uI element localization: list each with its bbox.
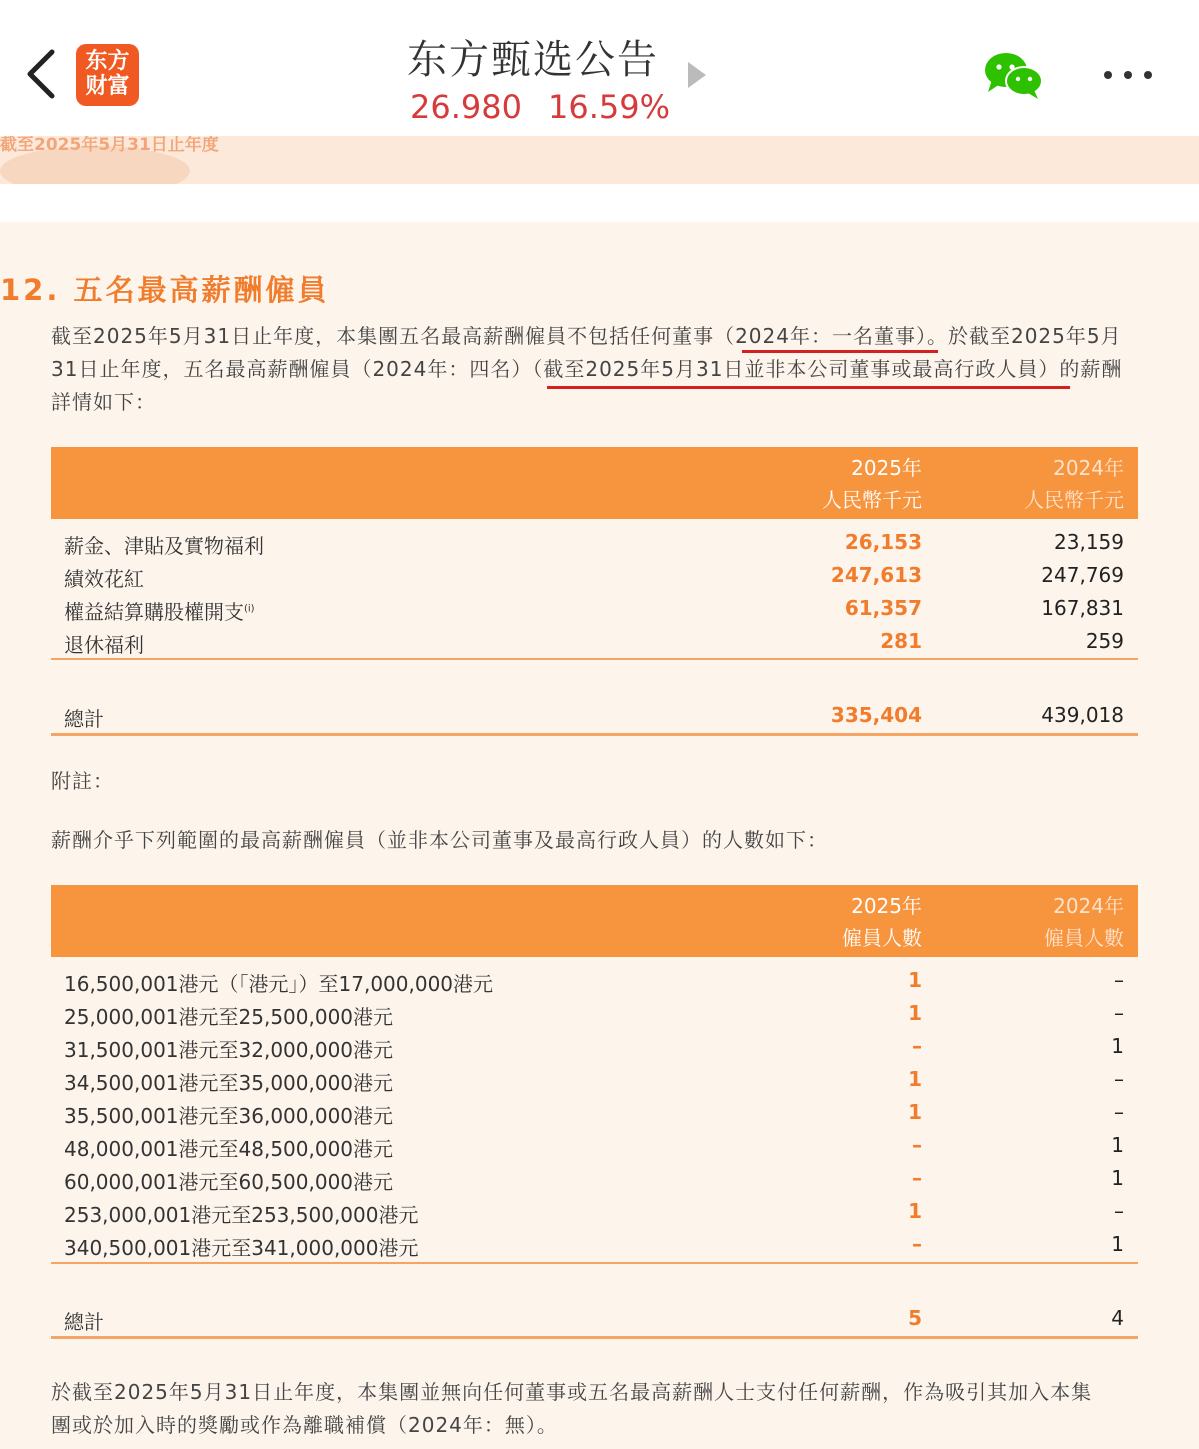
row-value-2025: – xyxy=(912,1166,922,1190)
table1-col2024-unit: 人民幣千元 xyxy=(1024,488,1124,512)
total-label: 總計 xyxy=(64,707,104,731)
table-row xyxy=(51,1195,1138,1228)
row-label: 31,500,001港元至32,000,000港元 xyxy=(64,1038,394,1062)
intro-line-3: 詳情如下： xyxy=(51,390,156,414)
highlight-underline-2 xyxy=(547,386,1070,389)
row-label: 25,000,001港元至25,500,000港元 xyxy=(64,1005,394,1029)
total-value-2025: 5 xyxy=(908,1306,922,1330)
more-dots-icon[interactable] xyxy=(1100,66,1156,84)
table-row xyxy=(51,1162,1138,1195)
table-row xyxy=(51,964,1138,997)
stock-change: 16.59% xyxy=(547,88,670,126)
total-value-2024: 4 xyxy=(1111,1306,1124,1330)
row-value-2025: 61,357 xyxy=(844,596,922,620)
row-value-2024: – xyxy=(1114,1001,1124,1025)
table-row xyxy=(51,625,1138,658)
row-value-2024: 1 xyxy=(1111,1133,1124,1157)
total-value-2024: 439,018 xyxy=(1041,703,1124,727)
row-label: 退休福利 xyxy=(64,633,144,657)
table2-col2024-year: 2024年 xyxy=(1053,894,1124,918)
table2-bottom-rule xyxy=(51,1336,1138,1339)
table-row xyxy=(51,526,1138,559)
row-value-2025: – xyxy=(912,1133,922,1157)
row-label: 48,000,001港元至48,500,000港元 xyxy=(64,1137,394,1161)
row-label: 340,500,001港元至341,000,000港元 xyxy=(64,1236,419,1260)
table1-divider xyxy=(51,658,1138,660)
row-label: 35,500,001港元至36,000,000港元 xyxy=(64,1104,394,1128)
table1-col2025-unit: 人民幣千元 xyxy=(822,488,922,512)
top-nav-bar xyxy=(0,0,1199,136)
footnote-marker: (i) xyxy=(244,603,255,615)
closing-line-2: 團或於加入時的獎勵或作為離職補償（2024年：無）。 xyxy=(51,1413,558,1437)
row-value-2024: 1 xyxy=(1111,1232,1124,1256)
total-value-2025: 335,404 xyxy=(830,703,922,727)
wechat-icon[interactable] xyxy=(982,50,1044,100)
table2-col2024-unit: 僱員人數 xyxy=(1044,926,1124,950)
intro-line-1: 截至2025年5月31日止年度，本集團五名最高薪酬僱員不包括任何董事（2024年：一名董事）。於截至2025年5月 xyxy=(51,324,1122,348)
row-label: 績效花紅 xyxy=(64,567,144,591)
row-value-2024: 259 xyxy=(1085,629,1124,653)
row-value-2024: – xyxy=(1114,1199,1124,1223)
table2-header xyxy=(51,885,1138,957)
highlight-underline-1 xyxy=(742,350,938,353)
section-heading: 12. 五名最高薪酬僱員 xyxy=(0,273,330,307)
row-label: 16,500,001港元（「港元」）至17,000,000港元 xyxy=(64,972,494,996)
play-icon[interactable] xyxy=(688,62,706,88)
row-value-2024: 1 xyxy=(1111,1166,1124,1190)
banner-text: 截至2025年5月31日止年度 xyxy=(0,136,219,155)
table-row xyxy=(51,559,1138,592)
row-value-2025: 1 xyxy=(908,1100,922,1124)
row-label: 權益結算購股權開支$^{(i)}$ xyxy=(64,600,255,624)
row-label: 薪金、津貼及實物福利 xyxy=(64,534,264,558)
stock-price: 26.980 xyxy=(410,88,522,126)
table-row xyxy=(51,592,1138,625)
table-row xyxy=(51,1063,1138,1096)
row-value-2025: 26,153 xyxy=(844,530,922,554)
row-value-2024: – xyxy=(1114,1067,1124,1091)
row-value-2024: 1 xyxy=(1111,1034,1124,1058)
closing-line-1: 於截至2025年5月31日止年度，本集團並無向任何董事或五名最高薪酬人士支付任何薪酬，作為吸引其加入本集 xyxy=(51,1380,1093,1404)
stock-quote xyxy=(410,88,696,126)
row-value-2025: 1 xyxy=(908,1001,922,1025)
row-value-2025: 1 xyxy=(908,1067,922,1091)
table2-total-row xyxy=(51,1302,1138,1335)
row-value-2024: – xyxy=(1114,968,1124,992)
row-label: 34,500,001港元至35,000,000港元 xyxy=(64,1071,394,1095)
table1-col2025-year: 2025年 xyxy=(851,456,922,480)
table1-header xyxy=(51,447,1138,519)
row-value-2024: 167,831 xyxy=(1041,596,1124,620)
table-row xyxy=(51,1228,1138,1261)
total-label: 總計 xyxy=(64,1310,104,1334)
row-label: 60,000,001港元至60,500,000港元 xyxy=(64,1170,394,1194)
row-value-2025: – xyxy=(912,1232,922,1256)
row-value-2024: 23,159 xyxy=(1054,530,1124,554)
table1-col2024-year: 2024年 xyxy=(1053,456,1124,480)
table2-col2025-year: 2025年 xyxy=(851,894,922,918)
notes-label: 附註： xyxy=(51,769,114,793)
row-value-2025: 1 xyxy=(908,1199,922,1223)
app-logo: 东方 财富 xyxy=(76,44,139,106)
row-value-2025: 247,613 xyxy=(830,563,922,587)
intro-line-2: 31日止年度，五名最高薪酬僱員（2024年：四名）（截至2025年5月31日並非本公司董事或最高行政人員）的薪酬 xyxy=(51,357,1123,381)
row-value-2025: 281 xyxy=(880,629,922,653)
table2-col2025-unit: 僱員人數 xyxy=(842,926,922,950)
row-value-2025: 1 xyxy=(908,968,922,992)
band-intro: 薪酬介乎下列範圍的最高薪酬僱員（並非本公司董事及最高行政人員）的人數如下： xyxy=(51,828,828,852)
table-row xyxy=(51,1096,1138,1129)
table-row xyxy=(51,1030,1138,1063)
table-row xyxy=(51,1129,1138,1162)
table1-total-row xyxy=(51,699,1138,732)
table2-divider xyxy=(51,1262,1138,1264)
row-value-2024: 247,769 xyxy=(1041,563,1124,587)
table1-bottom-rule xyxy=(51,733,1138,736)
table-row xyxy=(51,997,1138,1030)
row-label: 253,000,001港元至253,500,000港元 xyxy=(64,1203,419,1227)
page-title: 东方甄选公告 xyxy=(407,37,659,83)
row-value-2024: – xyxy=(1114,1100,1124,1124)
doc-banner xyxy=(0,136,1199,184)
row-value-2025: – xyxy=(912,1034,922,1058)
